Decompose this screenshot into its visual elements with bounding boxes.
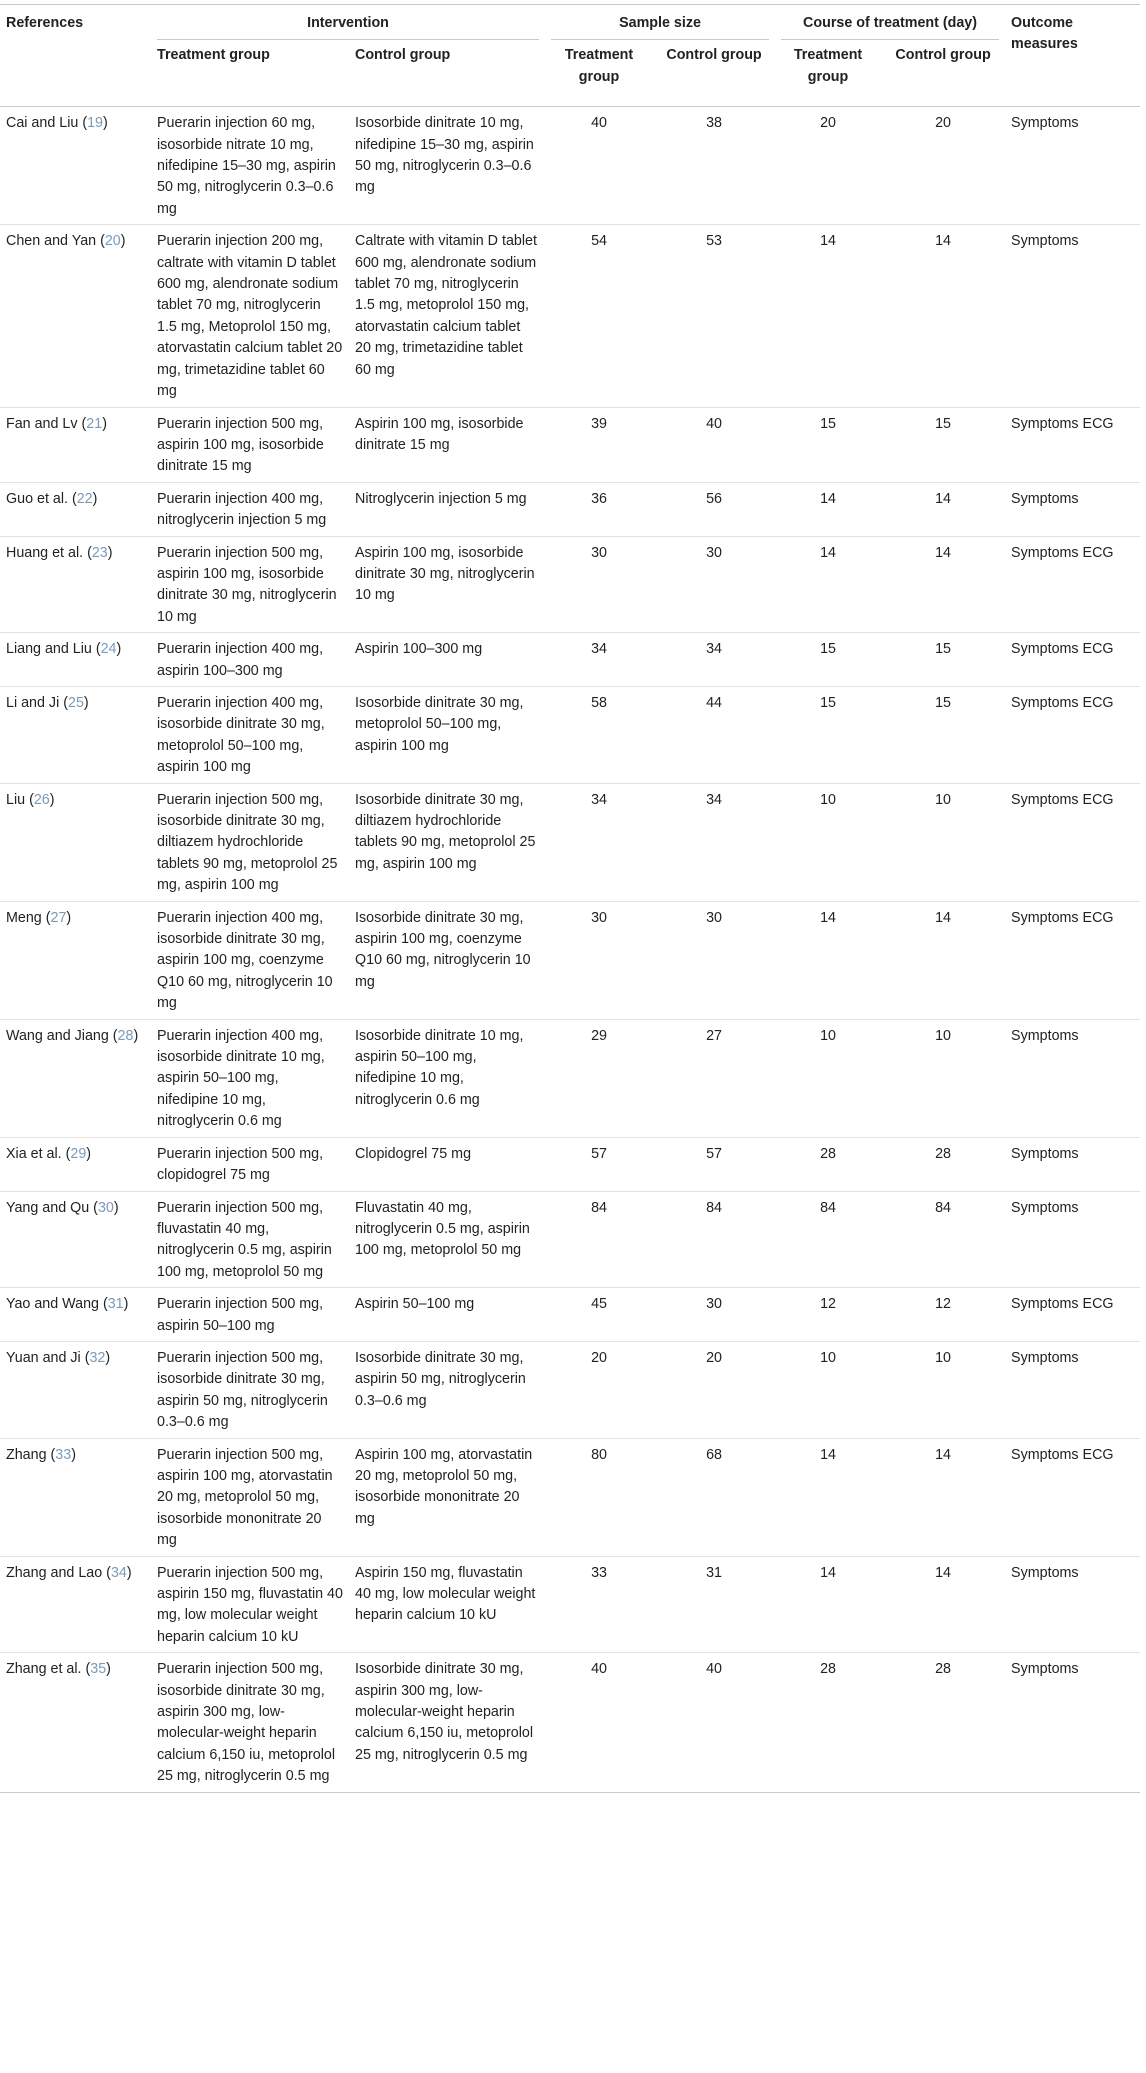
sample-size-treatment: 80 [591, 1446, 607, 1463]
outcome-measures: Symptoms ECG [1011, 1446, 1114, 1463]
header-intervention: Intervention [151, 5, 545, 41]
sample-size-treatment: 34 [591, 791, 607, 808]
table-row [0, 901, 1140, 1019]
treatment-group-intervention: Puerarin injection 500 mg, aspirin 100 mg, isosorbide dinitrate 15 mg [157, 415, 324, 475]
control-group-intervention: Clopidogrel 75 mg [355, 1145, 472, 1162]
table-row [0, 536, 1140, 633]
sample-size-treatment: 20 [591, 1349, 607, 1366]
control-group-intervention: Aspirin 50–100 mg [355, 1296, 475, 1313]
reference-cell: Chen and Yan (20) [6, 233, 126, 250]
sample-size-treatment: 40 [591, 1661, 607, 1678]
sample-size-treatment: 84 [591, 1199, 607, 1216]
control-group-intervention: Isosorbide dinitrate 30 mg, metoprolol 50–100 mg, aspirin 100 mg [355, 694, 524, 754]
control-group-intervention: Caltrate with vitamin D tablet 600 mg, alendronate sodium tablet 70 mg, nitroglycerin 1.5 mg, metoprolol 150 mg, atorvastatin calcium tablet 20 mg, trimetazidine tablet 60 mg [355, 233, 537, 378]
course-days-control: 14 [935, 233, 951, 250]
reference-author: Cai and Liu [6, 115, 79, 132]
course-days-control: 20 [935, 115, 951, 132]
reference-cell: Meng (27) [6, 909, 72, 926]
header-course-treatment: Treatment group [793, 47, 863, 85]
reference-number[interactable]: 23 [91, 544, 108, 561]
course-days-treatment: 20 [820, 115, 836, 132]
course-days-treatment: 28 [820, 1145, 836, 1162]
reference-cell: Yao and Wang (31) [6, 1296, 129, 1313]
outcome-measures: Symptoms [1011, 233, 1079, 250]
course-days-control: 28 [935, 1661, 951, 1678]
treatment-group-intervention: Puerarin injection 500 mg, fluvastatin 40 mg, nitroglycerin 0.5 mg, aspirin 100 mg, metoprolol 50 mg [157, 1199, 332, 1280]
outcome-measures: Symptoms [1011, 1564, 1079, 1581]
sample-size-treatment: 33 [591, 1564, 607, 1581]
sample-size-control: 20 [706, 1349, 722, 1366]
control-group-intervention: Aspirin 100 mg, atorvastatin 20 mg, metoprolol 50 mg, isosorbide mononitrate 20 mg [355, 1446, 533, 1527]
reference-cell: Liang and Liu (24) [6, 641, 122, 658]
treatment-group-intervention: Puerarin injection 500 mg, aspirin 100 mg, atorvastatin 20 mg, metoprolol 50 mg, isosorbide mononitrate 20 mg [157, 1446, 333, 1549]
control-group-intervention: Aspirin 100 mg, isosorbide dinitrate 15 mg [355, 415, 524, 453]
reference-number[interactable]: 22 [76, 490, 93, 507]
course-days-control: 84 [935, 1199, 951, 1216]
reference-number[interactable]: 20 [104, 233, 121, 250]
treatment-group-intervention: Puerarin injection 500 mg, isosorbide dinitrate 30 mg, aspirin 50 mg, nitroglycerin 0.3–0.6 mg [157, 1349, 328, 1431]
treatment-group-intervention: Puerarin injection 400 mg, aspirin 100–300 mg [157, 641, 324, 679]
sample-size-control: 38 [706, 115, 722, 132]
course-days-control: 14 [935, 1446, 951, 1463]
course-days-control: 15 [935, 694, 951, 711]
course-days-control: 14 [935, 909, 951, 926]
reference-cell: Li and Ji (25) [6, 694, 89, 711]
reference-cell: Yuan and Ji (32) [6, 1349, 111, 1366]
course-days-treatment: 10 [820, 1349, 836, 1366]
control-group-intervention: Isosorbide dinitrate 30 mg, aspirin 50 mg, nitroglycerin 0.3–0.6 mg [355, 1349, 526, 1409]
sample-size-treatment: 45 [591, 1296, 607, 1313]
table-row [0, 1019, 1140, 1137]
table-row [0, 1137, 1140, 1191]
reference-cell: Wang and Jiang (28) [6, 1027, 139, 1044]
table-row [0, 1556, 1140, 1653]
reference-cell: Yang and Qu (30) [6, 1199, 119, 1216]
treatment-group-intervention: Puerarin injection 500 mg, isosorbide dinitrate 30 mg, aspirin 300 mg, low-molecular-weight heparin calcium 6,150 iu, metoprolol 25 mg, nitroglycerin 0.5 mg [157, 1661, 336, 1785]
sample-size-control: 68 [706, 1446, 722, 1463]
sample-size-control: 84 [706, 1199, 722, 1216]
reference-number[interactable]: 24 [100, 641, 117, 658]
course-days-treatment: 10 [820, 1027, 836, 1044]
sample-size-control: 34 [706, 791, 722, 808]
reference-cell: Zhang and Lao (34) [6, 1564, 132, 1581]
course-days-control: 14 [935, 490, 951, 507]
course-days-treatment: 14 [820, 1446, 836, 1463]
sample-size-control: 53 [706, 233, 722, 250]
treatment-group-intervention: Puerarin injection 200 mg, caltrate with vitamin D tablet 600 mg, alendronate sodium tablet 70 mg, nitroglycerin 1.5 mg, Metoprolol 150 mg, atorvastatin calcium tablet 20 mg, trimetazidine tablet 60 mg [157, 233, 343, 400]
reference-cell: Zhang (33) [6, 1446, 76, 1463]
course-days-treatment: 14 [820, 909, 836, 926]
course-days-control: 10 [935, 1349, 951, 1366]
table-row [0, 633, 1140, 687]
control-group-intervention: Isosorbide dinitrate 30 mg, aspirin 100 mg, coenzyme Q10 60 mg, nitroglycerin 10 mg [355, 909, 531, 990]
studies-table [0, 4, 1140, 1793]
course-days-treatment: 28 [820, 1661, 836, 1678]
control-group-intervention: Aspirin 100–300 mg [355, 641, 483, 658]
course-days-control: 10 [935, 791, 951, 808]
sample-size-treatment: 39 [591, 415, 607, 432]
table-row [0, 686, 1140, 783]
table-row [0, 407, 1140, 482]
reference-number[interactable]: 21 [86, 415, 103, 432]
outcome-measures: Symptoms ECG [1011, 694, 1114, 711]
table-row [0, 1191, 1140, 1288]
sample-size-control: 30 [706, 1296, 722, 1313]
sample-size-treatment: 29 [591, 1027, 607, 1044]
outcome-measures: Symptoms [1011, 490, 1079, 507]
sample-size-treatment: 58 [591, 694, 607, 711]
table-row [0, 482, 1140, 536]
reference-number[interactable]: 33 [55, 1446, 72, 1463]
reference-cell: Liu (26) [6, 791, 55, 808]
header-intervention-treatment: Treatment group [157, 47, 270, 64]
outcome-measures: Symptoms [1011, 1027, 1079, 1044]
course-days-treatment: 14 [820, 490, 836, 507]
course-days-control: 14 [935, 1564, 951, 1581]
reference-author: Yang and Qu [6, 1199, 90, 1216]
reference-author: Zhang [6, 1446, 47, 1463]
reference-author: Liang and Liu [6, 641, 92, 658]
table-row [0, 107, 1140, 225]
course-days-control: 12 [935, 1296, 951, 1313]
reference-author: Li and Ji [6, 694, 60, 711]
outcome-measures: Symptoms [1011, 1199, 1079, 1216]
course-days-treatment: 14 [820, 1564, 836, 1581]
outcome-measures: Symptoms ECG [1011, 544, 1114, 561]
table-body [0, 107, 1140, 1792]
sample-size-control: 30 [706, 909, 722, 926]
course-days-control: 15 [935, 641, 951, 658]
reference-author: Yuan and Ji [6, 1349, 81, 1366]
table-row [0, 1438, 1140, 1556]
sample-size-control: 40 [706, 1661, 722, 1678]
reference-author: Wang and Jiang [6, 1027, 109, 1044]
reference-author: Xia et al. [6, 1145, 62, 1162]
header-course-of-treatment: Course of treatment (day) [775, 5, 1005, 41]
control-group-intervention: Aspirin 150 mg, fluvastatin 40 mg, low molecular weight heparin calcium 10 kU [355, 1564, 536, 1624]
control-group-intervention: Aspirin 100 mg, isosorbide dinitrate 30 mg, nitroglycerin 10 mg [355, 544, 535, 604]
sample-size-control: 34 [706, 641, 722, 658]
reference-cell: Zhang et al. (35) [6, 1661, 111, 1678]
sample-size-treatment: 34 [591, 641, 607, 658]
reference-number[interactable]: 34 [110, 1564, 127, 1581]
treatment-group-intervention: Puerarin injection 500 mg, isosorbide dinitrate 30 mg, diltiazem hydrochloride tablets 90 mg, metoprolol 25 mg, aspirin 100 mg [157, 791, 338, 894]
sample-size-control: 56 [706, 490, 722, 507]
sample-size-control: 27 [706, 1027, 722, 1044]
sample-size-control: 31 [706, 1564, 722, 1581]
sample-size-treatment: 36 [591, 490, 607, 507]
treatment-group-intervention: Puerarin injection 500 mg, aspirin 150 mg, fluvastatin 40 mg, low molecular weight heparin calcium 10 kU [157, 1564, 343, 1645]
course-days-treatment: 15 [820, 694, 836, 711]
reference-number[interactable]: 27 [50, 909, 67, 926]
course-days-treatment: 10 [820, 791, 836, 808]
control-group-intervention: Isosorbide dinitrate 30 mg, aspirin 300 mg, low-molecular-weight heparin calcium 6,150 iu, metoprolol 25 mg, nitroglycerin 0.5 mg [355, 1661, 534, 1763]
reference-number[interactable]: 25 [68, 694, 84, 711]
reference-number[interactable]: 31 [107, 1296, 124, 1313]
control-group-intervention: Nitroglycerin injection 5 mg [355, 490, 527, 507]
header-sample-size: Sample size [545, 5, 775, 41]
reference-cell: Xia et al. (29) [6, 1145, 92, 1162]
table-row [0, 1341, 1140, 1438]
sample-size-control: 40 [706, 415, 722, 432]
sample-size-treatment: 57 [591, 1145, 607, 1162]
course-days-control: 10 [935, 1027, 951, 1044]
header-intervention-control: Control group [355, 47, 451, 64]
outcome-measures: Symptoms ECG [1011, 641, 1114, 658]
outcome-measures: Symptoms ECG [1011, 791, 1114, 808]
reference-cell: Cai and Liu (19) [6, 115, 108, 132]
reference-author: Chen and Yan [6, 233, 97, 250]
sample-size-control: 44 [706, 694, 722, 711]
reference-number[interactable]: 30 [97, 1199, 114, 1216]
outcome-measures: Symptoms ECG [1011, 909, 1114, 926]
control-group-intervention: Isosorbide dinitrate 10 mg, aspirin 50–100 mg, nifedipine 10 mg, nitroglycerin 0.6 mg [355, 1027, 524, 1108]
course-days-treatment: 84 [820, 1199, 836, 1216]
treatment-group-intervention: Puerarin injection 400 mg, nitroglycerin injection 5 mg [157, 490, 327, 529]
reference-number[interactable]: 26 [33, 791, 50, 808]
reference-author: Zhang and Lao [6, 1564, 103, 1581]
table-header [0, 5, 1140, 107]
sample-size-treatment: 40 [591, 115, 607, 132]
table-row [0, 1653, 1140, 1792]
sample-size-treatment: 30 [591, 909, 607, 926]
control-group-intervention: Isosorbide dinitrate 10 mg, nifedipine 15–30 mg, aspirin 50 mg, nitroglycerin 0.3–0.6 mg [355, 115, 534, 196]
control-group-intervention: Fluvastatin 40 mg, nitroglycerin 0.5 mg, aspirin 100 mg, metoprolol 50 mg [355, 1199, 530, 1259]
reference-author: Zhang et al. [6, 1661, 82, 1678]
reference-author: Liu [6, 791, 26, 808]
header-sample-control: Control group [666, 47, 762, 64]
reference-number[interactable]: 32 [89, 1349, 106, 1366]
treatment-group-intervention: Puerarin injection 500 mg, aspirin 100 mg, isosorbide dinitrate 30 mg, nitroglycerin 10 mg [157, 544, 337, 625]
reference-number[interactable]: 28 [117, 1027, 134, 1044]
sample-size-control: 57 [706, 1145, 722, 1162]
reference-author: Yao and Wang [6, 1296, 99, 1313]
control-group-intervention: Isosorbide dinitrate 30 mg, diltiazem hydrochloride tablets 90 mg, metoprolol 25 mg, aspirin 100 mg [355, 791, 536, 872]
outcome-measures: Symptoms [1011, 1145, 1079, 1162]
course-days-treatment: 14 [820, 233, 836, 250]
outcome-measures: Symptoms ECG [1011, 1296, 1114, 1313]
course-days-control: 15 [935, 415, 951, 432]
reference-author: Meng [6, 909, 42, 926]
sample-size-control: 30 [706, 544, 722, 561]
treatment-group-intervention: Puerarin injection 500 mg, aspirin 50–100 mg [157, 1296, 324, 1334]
outcome-measures: Symptoms [1011, 1661, 1079, 1678]
header-references: References [6, 15, 84, 31]
sample-size-treatment: 54 [591, 233, 607, 250]
reference-author: Guo et al. [6, 490, 68, 507]
treatment-group-intervention: Puerarin injection 400 mg, isosorbide dinitrate 30 mg, aspirin 100 mg, coenzyme Q10 60 mg, nitroglycerin 10 mg [157, 909, 333, 1012]
course-days-treatment: 12 [820, 1296, 836, 1313]
header-course-control: Control group [895, 47, 991, 64]
reference-cell: Fan and Lv (21) [6, 415, 107, 432]
table-row [0, 225, 1140, 407]
treatment-group-intervention: Puerarin injection 400 mg, isosorbide dinitrate 30 mg, metoprolol 50–100 mg, aspirin 100 mg [157, 694, 325, 776]
treatment-group-intervention: Puerarin injection 400 mg, isosorbide dinitrate 10 mg, aspirin 50–100 mg, nifedipine 10 mg, nitroglycerin 0.6 mg [157, 1027, 325, 1130]
outcome-measures: Symptoms ECG [1011, 415, 1114, 432]
table-row [0, 783, 1140, 901]
header-sample-treatment: Treatment group [564, 47, 634, 85]
outcome-measures: Symptoms [1011, 115, 1079, 132]
course-days-treatment: 15 [820, 641, 836, 658]
table-row [0, 1288, 1140, 1342]
reference-author: Huang et al. [6, 544, 84, 561]
outcome-measures: Symptoms [1011, 1349, 1079, 1366]
treatment-group-intervention: Puerarin injection 60 mg, isosorbide nitrate 10 mg, nifedipine 15–30 mg, aspirin 50 mg, nitroglycerin 0.3–0.6 mg [157, 115, 336, 217]
reference-cell: Guo et al. (22) [6, 490, 98, 507]
reference-author: Fan and Lv [6, 415, 78, 432]
reference-cell: Huang et al. (23) [6, 544, 113, 561]
course-days-control: 28 [935, 1145, 951, 1162]
course-days-control: 14 [935, 544, 951, 561]
sample-size-treatment: 30 [591, 544, 607, 561]
reference-number[interactable]: 19 [87, 115, 103, 132]
reference-number[interactable]: 29 [70, 1145, 87, 1162]
treatment-group-intervention: Puerarin injection 500 mg, clopidogrel 75 mg [157, 1145, 324, 1184]
course-days-treatment: 15 [820, 415, 836, 432]
header-outcome-measures: Outcome measures [1011, 15, 1078, 53]
course-days-treatment: 14 [820, 544, 836, 561]
reference-number[interactable]: 35 [90, 1661, 107, 1678]
